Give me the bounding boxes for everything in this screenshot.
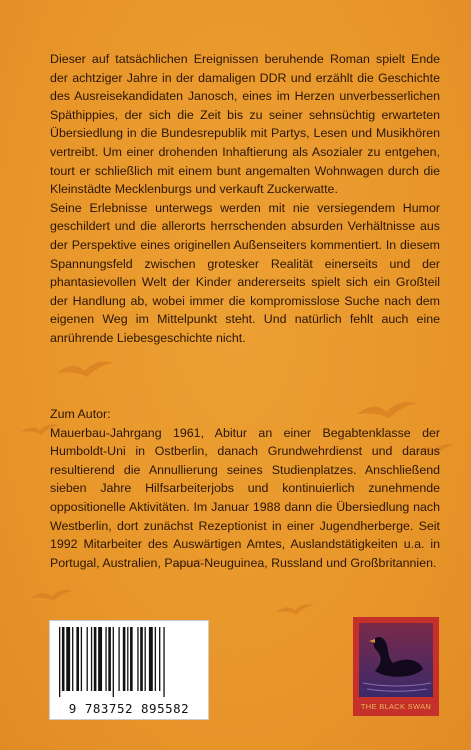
barcode-bar [140,627,143,691]
barcode-bar [159,627,160,691]
barcode-bar [105,627,106,691]
barcode-bar [155,627,156,691]
bird-silhouette-icon [275,600,315,620]
book-blurb [50,50,440,348]
author-section [50,405,440,572]
barcode-bar [123,627,126,691]
barcode-bar [163,627,164,697]
barcode-bar [59,627,60,697]
barcode-bar [81,627,82,691]
barcode-bar [137,627,138,691]
barcode-bar [66,627,70,691]
bird-silhouette-icon [55,355,115,385]
blurb-paragraph: Seine Erlebnisse unterwegs werden mit nie versiegendem Humor geschildert und die allerorts herrschenden absurden Verhältnisse aus der Perspektive eines originellen Außenseiters kommentiert. In diesem Spannungsfeld zwischen grotesker Realität einerseits und der phantasievollen Welt der Kinder andererseits spielt sich ein Großteil der Handlung ab, wobei immer die kompromisslose Suche nach dem eigenen Weg im Mittelpunkt steht. Und natürlich fehlt auch eine anrührende Liebesgeschichte nicht. [50,200,440,345]
swan-icon [353,617,439,702]
publisher-name: THE BLACK SWAN [360,702,432,711]
barcode-bar [127,627,128,691]
barcode-bar [72,627,73,691]
blurb-paragraph: Dieser auf tatsächlichen Ereignissen beruhende Roman spielt Ende der achtziger Jahre in der damaligen DDR und erzählt die Geschichte des Ausreisekandidaten Janosch, eines im Herzen unverbesserlichen Späthippies, der sich die Zeit bis zu seiner sehnsüchtig erwarteten Übersiedlung in die Bundesrepublik mit Partys, Lesen und Musikhören vertreibt. Um einer drohenden Inhaftierung als Asozialer zu entgehen, tourt er schließlich mit einem bunt angemalten Wohnwagen durch die Kleinstädte Mecklenburgs und verkauft Zuckerwatte. [50,52,440,197]
author-heading: Zum Autor: [50,407,111,421]
bird-silhouette-icon [30,585,74,607]
barcode-bar [87,627,88,691]
barcode-bar [118,627,119,691]
barcode-bar [149,627,153,691]
barcode-icon [57,627,201,697]
barcode-bar [98,627,102,691]
isbn-number: 9 783752 895582 [68,701,190,716]
barcode-bar [76,627,79,691]
barcode-bar [62,627,65,691]
barcode-bar [130,627,133,691]
barcode-bar [91,627,92,691]
publisher-logo [353,617,439,716]
author-bio: Mauerbau-Jahrgang 1961, Abitur an einer Begabtenklasse der Humboldt-Uni in Ostberlin, danach Grundwehrdienst und daraus resultierend die Annullierung seines Studienplatzes. Anschließend sieben Jahre Hilfsarbeiterjobs und kontinuierlich zunehmende oppositionelle Aktivitäten. Im Januar 1988 dann die Übersiedlung nach Westberlin, dort zunächst Rezeptionist in einer Jugendherberge. Seit 1992 Mitarbeiter des Auswärtigen Amtes, Auslandstätigkeiten u.a. in Portugal, Australien, Papua-Neuguinea, Russland und Großbritannien. [50,425,440,570]
barcode-bar [145,627,146,691]
barcode-bar [94,627,97,691]
barcode-bar [108,627,111,691]
isbn-barcode [49,620,209,720]
barcode-bar [113,627,114,697]
